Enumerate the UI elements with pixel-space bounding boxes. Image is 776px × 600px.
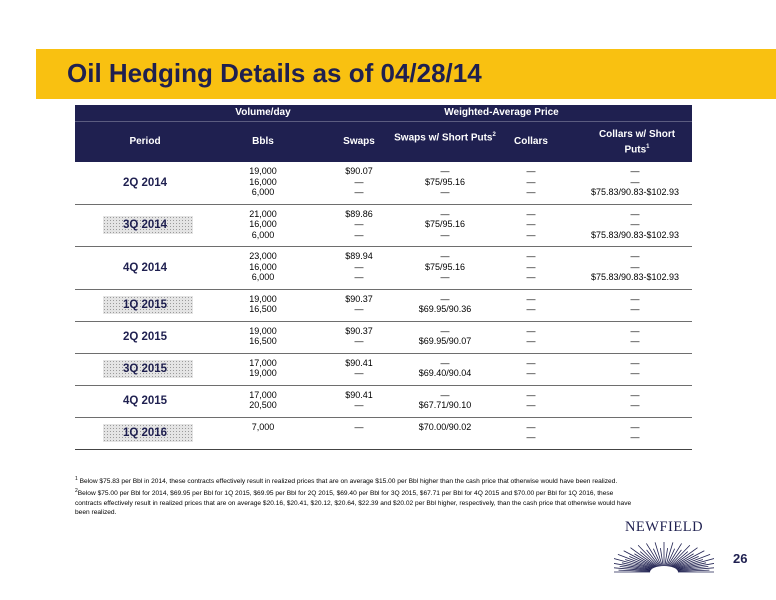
col-swaps-short-label: Swaps w/ Short Puts (394, 132, 493, 144)
table-row (75, 162, 692, 204)
cell-collars-short: — — (630, 421, 640, 442)
cell-swaps-short: — $75/95.16 — (424, 251, 466, 282)
logo-text: NEWFIELD (624, 519, 704, 535)
footnotes (75, 475, 635, 518)
col-collars: Collars (514, 136, 548, 147)
cell-collars-short: — — (630, 389, 640, 410)
table-column-header (75, 122, 692, 162)
period-label: 4Q 2015 (122, 395, 168, 407)
table-row (75, 418, 692, 449)
cell-collars-short: — — (630, 325, 640, 346)
table-row (75, 386, 692, 417)
period-label: 1Q 2016 (122, 427, 168, 439)
cell-swaps-short: — $69.95/90.07 (418, 325, 472, 346)
cell-swaps: — (354, 421, 364, 432)
period-label: 3Q 2015 (122, 363, 168, 375)
cell-swaps-short: — $69.40/90.04 (418, 357, 472, 378)
table-group-header (75, 105, 692, 122)
table-row (75, 354, 692, 385)
cell-bbls: 21,000 16,000 6,000 (249, 208, 277, 240)
footnote-1 (75, 475, 635, 487)
cell-swaps: $89.94 — — (345, 251, 373, 282)
cell-swaps: $90.07 — — (345, 166, 373, 197)
col-collars-short-sup: 1 (646, 144, 650, 150)
cell-collars-short: — — $75.83/90.83-$102.93 (590, 251, 680, 282)
cell-collars: — — (526, 293, 536, 314)
group-header-price: Weighted-Average Price (444, 107, 559, 118)
cell-swaps: $90.41 — (345, 389, 373, 410)
cell-collars-short: — — (630, 357, 640, 378)
cell-swaps: $90.37 — (345, 325, 373, 346)
col-collars-short (589, 129, 685, 156)
cell-bbls: 7,000 (251, 421, 275, 432)
period-label: 3Q 2014 (122, 219, 168, 232)
col-swaps: Swaps (343, 136, 375, 147)
cell-bbls: 17,000 19,000 (249, 357, 277, 378)
period-label: 2Q 2015 (122, 331, 168, 343)
period-label: 4Q 2014 (122, 261, 168, 274)
footnote-1-text: Below $75.83 per Bbl in 2014, these contracts effectively result in realized prices that are on average $15.00 per Bbl higher than the cash price that otherwise would have been realized. (79, 478, 618, 486)
cell-swaps: $90.41 — (345, 357, 373, 378)
period-label: 1Q 2015 (122, 299, 168, 311)
cell-bbls: 23,000 16,000 6,000 (249, 251, 277, 282)
row-divider (75, 449, 692, 450)
footnote-2 (75, 487, 635, 518)
table-row (75, 290, 692, 321)
cell-bbls: 19,000 16,500 (249, 293, 277, 314)
period-label: 2Q 2014 (122, 176, 168, 189)
col-swaps-short-sup: 2 (492, 132, 496, 138)
cell-collars-short: — — $75.83/90.83-$102.93 (590, 166, 680, 197)
cell-bbls: 19,000 16,500 (249, 325, 277, 346)
footnote-1-sup: 1 (75, 476, 78, 482)
cell-collars: — — — (526, 208, 536, 240)
cell-bbls: 17,000 20,500 (249, 389, 277, 410)
footnote-2-text: Below $75.00 per Bbl for 2014, $69.95 per Bbl for 1Q 2015, $69.95 per Bbl for 2Q 2015, $69.40 per Bbl for 3Q 2015, $67.71 per Bbl for 4Q 2015 and $70.00 per Bbl for 1Q 2016, these contracts effectively result in realized prices that are on average $20.16, $20.41, $20.12, $20.64, $22.39 and $20.02 per Bbl higher, respectively, than the cash price that otherwise would have been realized. (75, 489, 632, 517)
footnote-2-sup: 2 (75, 487, 78, 494)
cell-swaps-short: — $67.71/90.10 (418, 389, 472, 410)
table-row (75, 205, 692, 247)
page-number: 26 (733, 551, 748, 566)
cell-collars: — — — (526, 251, 536, 282)
cell-collars: — — (526, 389, 536, 410)
cell-collars: — — (526, 421, 536, 442)
group-header-volume: Volume/day (235, 107, 291, 118)
cell-swaps: $89.86 — — (345, 208, 373, 240)
cell-collars: — — (526, 357, 536, 378)
cell-collars: — — — (526, 166, 536, 197)
cell-collars-short: — — $75.83/90.83-$102.93 (590, 208, 680, 240)
cell-collars-short: — — (630, 293, 640, 314)
cell-bbls: 19,000 16,000 6,000 (249, 166, 277, 197)
col-collars-short-label: Collars w/ Short Puts (598, 129, 676, 156)
cell-swaps-short: — $69.95/90.36 (418, 293, 472, 314)
page-title: Oil Hedging Details as of 04/28/14 (67, 58, 482, 88)
cell-swaps: $90.37 — (345, 293, 373, 314)
cell-swaps-short: — $75/95.16 — (424, 166, 466, 197)
col-bbls: Bbls (252, 136, 274, 147)
cell-swaps-short: — $75/95.16 — (424, 208, 466, 240)
sunburst-icon (614, 537, 714, 573)
col-period: Period (129, 136, 161, 147)
cell-swaps-short: $70.00/90.02 (418, 421, 472, 432)
cell-collars: — — (526, 325, 536, 346)
table-row (75, 247, 692, 289)
table-row (75, 322, 692, 353)
newfield-logo (614, 518, 714, 573)
